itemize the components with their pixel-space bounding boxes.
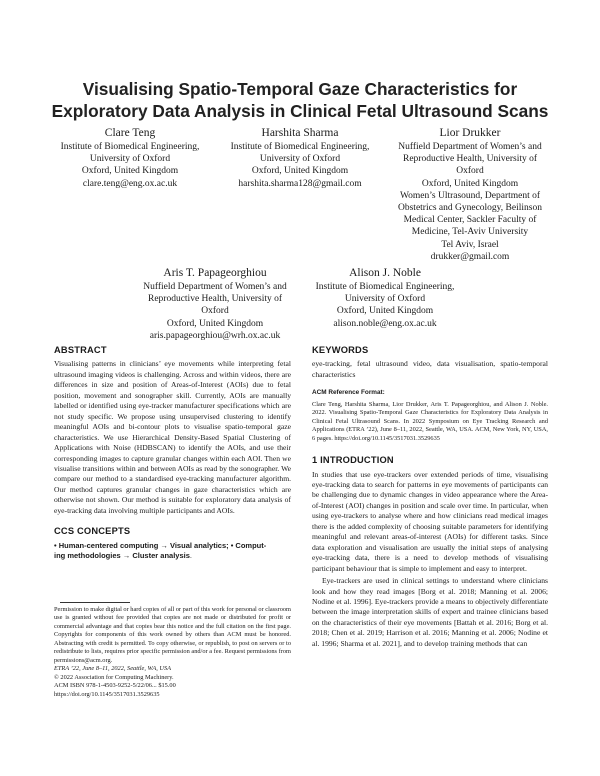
title-line: Exploratory Data Analysis in Clinical Fetal Ultrasound Scans [51,101,549,121]
right-column [312,345,548,649]
author-block [382,126,558,263]
ccs-term: Visual analytics [169,540,227,550]
author-email[interactable]: alison.noble@eng.ox.ac.uk [333,318,437,329]
keywords-text: eye-tracking, fetal ultrasound video, data visualisation, spatio-temporal characteristics [312,359,548,379]
ccs-term: ing methodologies [54,551,121,561]
author-affiliation: University of Oxford [89,154,171,165]
author-affiliation: Reproductive Health, University of [402,154,538,165]
author-email[interactable]: drukker@gmail.com [430,251,510,262]
permission-block [54,606,291,699]
ccs-term: • Human-centered computing [54,540,159,550]
author-email[interactable]: aris.papageorghiou@wrh.ox.ac.uk [149,330,281,341]
isbn: ACM ISBN 978-1-4503-9252-5/22/06... $15.00 [54,682,176,690]
author-affiliation: Medicine, Tel-Aviv University [411,227,529,238]
introduction-paragraph: In studies that use eye-trackers over extended periods of time, visualising eye-tracking data to search for patterns in eye movements of participants can be challenging due to dynamic changes in video appearance where the Area-of-Interest (AOI) changes in position and scale over time. In particular, when using eye-trackers to analyse where and how clinicians read medical images there is the added complexity of choosing suitable parameters for identifying meaningful and relevant areas-of-interest (AOIs) for different tasks. Since data exploration and visualisation are usually the initial steps of analysing eye-tracking data, there is a need to develop methods of visualising participant behaviour that is simple to implement and easy to interpret. [312,469,548,573]
abstract-text: Visualising patterns in clinicians’ eye movements while interpreting fetal ultrasound imaging videos is challenging. Across and within videos, there are differences in size and position of Areas-of-Interest (AOIs) due to fetal position, movement and sonographer skill. Currently, AOIs are manually labelled or identified using eye-tracker manufacturer specifications which are not study specific. We propose using unsupervised clustering to identify meaningful AOIs and bi-contour plots to visualise spatio-temporal gaze characteristics. We use Hierarchical Density-Based Spatial Clustering of Applications with Noise (HDBSCAN) to identify the AOIs, and use their corresponding images to capture granular changes within each AOI. Then we visualise transitions within and between AOIs as read by the sonographer. We compare our method to a standardised eye-tracking manufacturer algorithm. Our method captures granular changes in gaze characteristics which are otherwise not shown. Our method is suitable for exploratory data analysis of eye-tracking data involving multiple participants and AOIs. [54,359,291,515]
author-block [212,126,388,190]
conference-info: ETRA ’22, June 8–11, 2022, Seattle, WA, USA [54,665,172,673]
author-email[interactable]: harshita.sharma128@gmail.com [238,178,362,189]
author-affiliation: Institute of Biomedical Engineering, [230,142,370,152]
author-affiliation: Institute of Biomedical Engineering, [60,142,200,152]
author-affiliation: Medical Center, Sackler Faculty of [403,215,537,226]
ccs-term: . [189,551,192,561]
author-name: Clare Teng [104,127,156,139]
author-location: Tel Aviv, Israel [441,239,499,250]
author-location: Oxford, United Kingdom [336,306,434,317]
author-location: Oxford, United Kingdom [251,166,349,177]
keywords-heading: KEYWORDS [312,345,369,355]
author-location: Oxford, United Kingdom [166,318,264,329]
author-name: Alison J. Noble [349,267,421,279]
author-affiliation: University of Oxford [344,294,426,305]
abstract-heading: ABSTRACT [54,345,107,355]
author-name: Harshita Sharma [261,127,339,139]
author-affiliation: Oxford [456,166,484,177]
author-affiliation: Obstetrics and Gynecology, Beilinson [398,203,542,214]
author-affiliation: Nuffield Department of Women’s and [143,282,287,292]
copyright: © 2022 Association for Computing Machinery. [54,673,174,681]
author-affiliation: Institute of Biomedical Engineering, [315,282,455,292]
author-affiliation: Women’s Ultrasound, Department of [399,190,541,201]
author-email[interactable]: clare.teng@eng.ox.ac.uk [82,178,178,189]
ccs-arrow: → [120,551,133,561]
author-block [297,266,473,330]
ccs-concepts [54,541,291,562]
left-column [54,345,291,562]
author-name: Aris T. Papageorghiou [163,267,267,279]
doi-link[interactable]: https://doi.org/10.1145/3517031.3529635 [54,690,160,698]
author-affiliation: University of Oxford [259,154,341,165]
author-affiliation: Oxford [201,306,229,317]
ccs-term: ; • Comput- [226,540,267,550]
reference-format-text: Clare Teng, Harshita Sharma, Lior Drukker, Aris T. Papageorghiou, and Alison J. Noble. 2022. Visualising Spatio-Temporal Gaze Characteristics for Exploratory Data Analysis in Clinical Fetal Ultrasound Scans. In 2022 Symposium on Eye Tracking Research and Applications (ETRA ’22), June 8–11, 2022, Seattle, WA, USA. ACM, New York, NY, USA, 6 pages. https://doi.org/10.1145/3517031.3529635 [312,400,548,442]
reference-format-heading: ACM Reference Format: [312,389,385,397]
footnote-rule [60,602,130,603]
title-line: Visualising Spatio-Temporal Gaze Characteristics for [82,79,518,99]
author-affiliation: Nuffield Department of Women’s and [398,142,542,152]
author-location: Oxford, United Kingdom [421,178,519,189]
introduction-paragraph: Eye-trackers are used in clinical settings to understand where clinicians look and how they read images [Borg et al. 2018; Manning et al. 2006; Nodine et al. 1996]. Eye-trackers provide a means to objectively differentiate between the image interpretation skills of expert and trainee clinicians based on the characteristics of their eye movements [Battah et al. 2016; Borg et al. 2018; Chen et al. 2019; Harrison et al. 2016; Manning et al. 2006; Nodine et al. 1996; Sharma et al. 2021], and to develop training methods that can [312,576,548,648]
ccs-arrow: → [158,540,170,550]
permission-text: Permission to make digital or hard copies of all or part of this work for personal or classroom use is granted without fee provided that copies are not made or distributed for profit or commercial advantage and that copies bear this notice and the full citation on the first page. Copyrights for components of this work owned by others than ACM must be honored. Abstracting with credit is permitted. To copy otherwise, or republish, to post on servers or to redistribute to lists, requires prior specific permission and/or a fee. Request permissions from permissions@acm.org. [54,606,291,664]
author-block [127,266,303,342]
author-name: Lior Drukker [439,127,501,139]
author-location: Oxford, United Kingdom [81,166,179,177]
paper-title [40,78,560,122]
author-block [42,126,218,190]
ccs-heading: CCS CONCEPTS [54,526,131,537]
ccs-term: Cluster analysis [132,551,190,561]
introduction-heading: 1 INTRODUCTION [312,455,394,466]
author-affiliation: Reproductive Health, University of [147,294,283,305]
